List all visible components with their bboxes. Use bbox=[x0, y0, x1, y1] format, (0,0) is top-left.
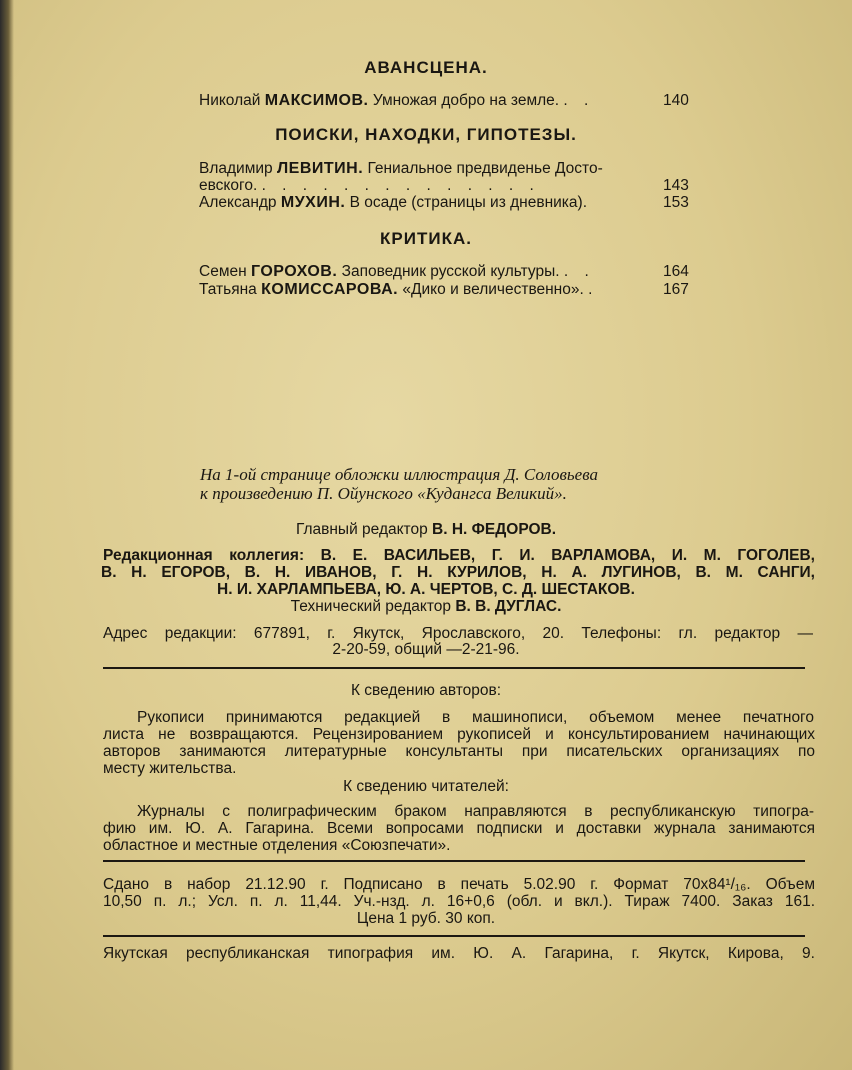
page-number: 167 bbox=[663, 281, 689, 298]
toc-entry bbox=[199, 263, 595, 281]
page-number: 143 bbox=[663, 177, 689, 194]
author-last-name: КОМИССАРОВА. bbox=[261, 281, 399, 298]
work-title: Умножая добро на земле. bbox=[372, 92, 560, 109]
author-first-name: Татьяна bbox=[199, 281, 257, 298]
readers-notice-line: Журналы с полиграфическим браком направляются в республиканскую типогра- bbox=[137, 803, 814, 820]
editorial-board-line: В. Н. ЕГОРОВ, В. Н. ИВАНОВ, Г. Н. КУРИЛОВ, Н. А. ЛУГИНОВ, В. М. САНГИ, bbox=[101, 564, 815, 581]
readers-notice-heading: К сведению читателей: bbox=[343, 778, 509, 795]
chief-editor-label: Главный редактор bbox=[295, 521, 428, 538]
chief-editor bbox=[0, 521, 852, 539]
tech-editor bbox=[0, 598, 852, 616]
section-heading-kritika: КРИТИКА. bbox=[380, 229, 472, 248]
printer-info: Якутская республиканская типография им. Ю. А. Гагарина, г. Якутск, Кирова, 9. bbox=[103, 945, 815, 962]
editorial-board-label: Редакционная коллегия: bbox=[103, 547, 305, 564]
author-last-name: ЛЕВИТИН. bbox=[276, 160, 364, 177]
toc-entry bbox=[199, 92, 594, 110]
dot-leader: . . bbox=[563, 263, 595, 280]
dot-leader: . . bbox=[563, 92, 595, 109]
author-last-name: МУХИН. bbox=[280, 194, 346, 211]
author-first-name: Семен bbox=[199, 263, 247, 280]
work-title: Гениальное предвиденье Досто- bbox=[367, 160, 603, 177]
authors-notice-line: месту жительства. bbox=[103, 760, 237, 777]
authors-notice-line: Рукописи принимаются редакцией в машинописи, объемом менее печатного bbox=[137, 709, 814, 726]
readers-notice-line: областное и местные отделения «Союзпечати». bbox=[103, 837, 451, 854]
page-number: 153 bbox=[663, 194, 689, 211]
price: Цена 1 руб. 30 коп. bbox=[356, 910, 496, 927]
section-heading-avanscena: АВАНСЦЕНА. bbox=[364, 58, 488, 77]
toc-entry-continuation bbox=[199, 177, 540, 195]
toc-entry bbox=[199, 281, 598, 299]
cover-note-line: На 1-ой странице обложки иллюстрация Д. Соловьева bbox=[200, 465, 598, 484]
author-first-name: Владимир bbox=[199, 160, 273, 177]
tech-editor-label: Технический редактор bbox=[290, 598, 451, 615]
toc-entry bbox=[199, 160, 603, 178]
editorial-board-line bbox=[103, 547, 815, 565]
page-number: 164 bbox=[663, 263, 689, 280]
imprint-line: 10,50 п. л.; Усл. п. л. 11,44. Уч.-нзд. л. 16+0,6 (обл. и вкл.). Тираж 7400. Заказ 161. bbox=[103, 893, 815, 910]
address-line: Адрес редакции: 677891, г. Якутск, Ярославского, 20. Телефоны: гл. редактор — bbox=[103, 625, 813, 642]
divider bbox=[103, 860, 805, 862]
readers-notice-line: фию им. Ю. А. Гагарина. Всеми вопросами подписки и доставки журнала занимаются bbox=[103, 820, 815, 837]
authors-notice-line: авторов занимаются литературные консультанты при писательских организациях по bbox=[103, 743, 815, 760]
authors-notice-heading: К сведению авторов: bbox=[350, 682, 502, 699]
work-title: Заповедник русской культуры. bbox=[341, 263, 560, 280]
dot-leader: . . . . . . . . . . . . . . bbox=[261, 177, 540, 194]
tech-editor-name: В. В. ДУГЛАС. bbox=[455, 598, 562, 615]
address-line: 2-20-59, общий —2-21-96. bbox=[332, 641, 520, 658]
page-number: 140 bbox=[663, 92, 689, 109]
editorial-board-names: В. Е. ВАСИЛЬЕВ, Г. И. ВАРЛАМОВА, И. М. ГОГОЛЕВ, bbox=[320, 547, 815, 564]
author-first-name: Александр bbox=[199, 194, 277, 211]
author-last-name: ГОРОХОВ. bbox=[250, 263, 338, 280]
chief-editor-name: В. Н. ФЕДОРОВ. bbox=[432, 521, 557, 538]
cover-note-line: к произведению П. Ойунского «Кудангса Великий». bbox=[200, 484, 567, 503]
author-first-name: Николай bbox=[199, 92, 261, 109]
dot-leader: . bbox=[588, 281, 599, 298]
authors-notice-line: листа не возвращаются. Рецензированием рукописей и консультированием начинающих bbox=[103, 726, 815, 743]
work-title: «Дико и величественно». bbox=[402, 281, 584, 298]
toc-entry bbox=[199, 194, 587, 212]
imprint-line: Сдано в набор 21.12.90 г. Подписано в печать 5.02.90 г. Формат 70х84¹/₁₆. Объем bbox=[103, 876, 815, 893]
work-title-continuation: евского. bbox=[199, 177, 258, 194]
divider bbox=[103, 667, 805, 669]
divider bbox=[103, 935, 805, 937]
work-title: В осаде (страницы из дневника). bbox=[349, 194, 587, 211]
author-last-name: МАКСИМОВ. bbox=[264, 92, 369, 109]
section-heading-poiski: ПОИСКИ, НАХОДКИ, ГИПОТЕЗЫ. bbox=[275, 125, 577, 144]
editorial-board-line: Н. И. ХАРЛАМПЬЕВА, Ю. А. ЧЕРТОВ, С. Д. ШЕСТАКОВ. bbox=[217, 581, 635, 598]
